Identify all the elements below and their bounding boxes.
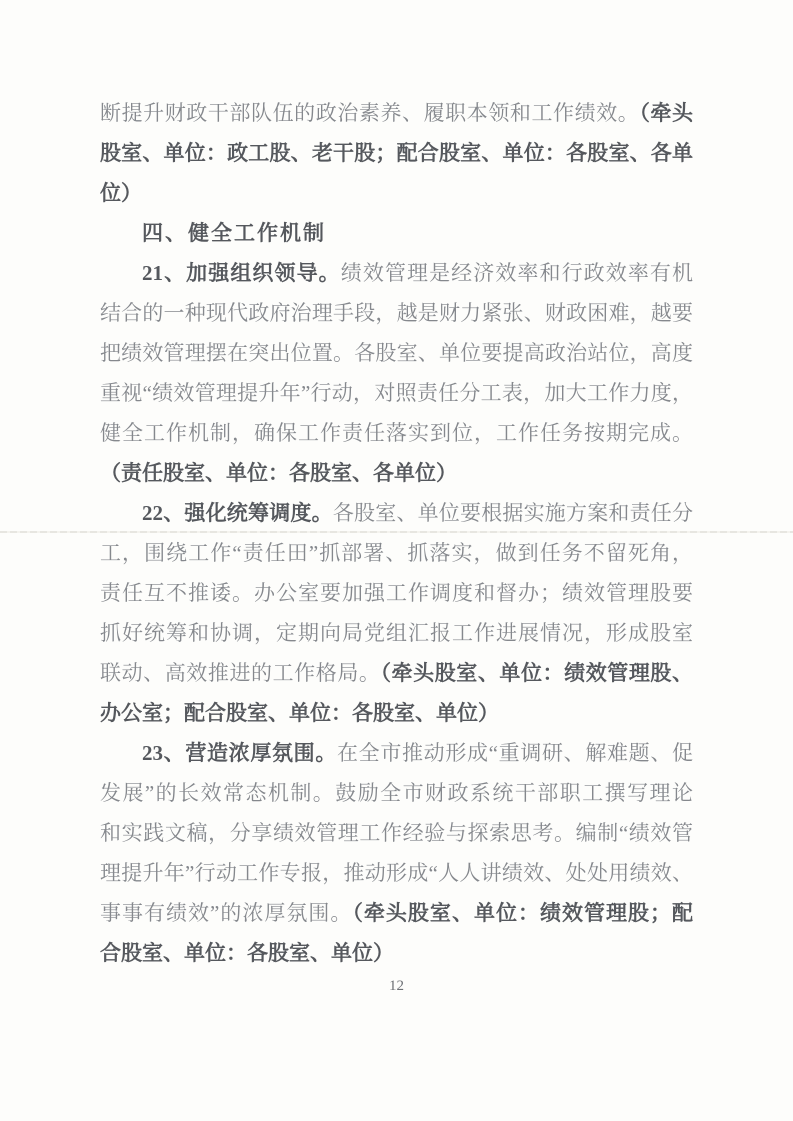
bold-text-segment: （牵头股室、单位：绩效管理股；配 (352, 901, 694, 925)
text-line (100, 333, 693, 373)
text-segment: 责任互不推诿。办公室要加强工作调度和督办；绩效管理股要 (100, 581, 693, 605)
bold-text-segment: 办公室；配合股室、单位：各股室、单位） (100, 701, 499, 725)
text-line (100, 373, 693, 413)
bold-text-segment: （牵头 (639, 101, 694, 125)
item-number-title: 23、营造浓厚氛围。 (142, 741, 338, 765)
text-line (100, 173, 693, 213)
text-line (100, 613, 693, 653)
text-segment: 工，围绕工作“责任田”抓部署、抓落实，做到任务不留死角， (100, 541, 693, 565)
text-segment: 重视“绩效管理提升年”行动，对照责任分工表，加大工作力度， (100, 381, 693, 405)
text-line (100, 853, 693, 893)
text-segment: 事事有绩效”的浓厚氛围。 (100, 901, 353, 925)
bold-text-segment: 合股室、单位：各股室、单位） (100, 941, 394, 965)
page-number: 12 (389, 978, 404, 994)
text-segment: 把绩效管理摆在突出位置。各股室、单位要提高政治站位，高度 (100, 341, 693, 365)
item-number-title: 22、强化统筹调度。 (142, 501, 333, 525)
text-line (100, 653, 693, 693)
text-line (100, 533, 693, 573)
text-line (100, 773, 693, 813)
text-line (100, 573, 693, 613)
item-number-title: 21、加强组织领导。 (142, 261, 341, 285)
text-segment: 抓好统筹和协调，定期向局党组汇报工作进展情况，形成股室 (100, 621, 693, 645)
text-segment: 理提升年”行动工作专报，推动形成“人人讲绩效、处处用绩效、 (100, 861, 693, 885)
text-segment: 发展”的长效常态机制。鼓励全市财政系统干部职工撰写理论 (100, 781, 693, 805)
bold-text-segment: （责任股室、单位：各股室、各单位） (100, 461, 457, 485)
text-line (100, 293, 693, 333)
paragraph-start-line (100, 733, 693, 773)
text-segment: 健全工作机制，确保工作责任落实到位，工作任务按期完成。 (100, 421, 693, 445)
text-segment: 各股室、单位要根据实施方案和责任分 (332, 501, 694, 525)
section-heading-text: 四、健全工作机制 (142, 221, 326, 245)
bold-text-segment: （牵头股室、单位：绩效管理股、 (380, 661, 694, 685)
text-segment: 和实践文稿，分享绩效管理工作经验与探索思考。编制“绩效管 (100, 821, 693, 845)
text-line (100, 413, 693, 453)
text-segment: 结合的一种现代政府治理手段，越是财力紧张、财政困难，越要 (100, 301, 693, 325)
text-segment: 绩效管理是经济效率和行政效率有机 (340, 261, 693, 285)
responsibility-note-line (100, 693, 693, 733)
responsibility-note-line (100, 453, 693, 493)
text-segment: 断提升财政干部队伍的政治素养、履职本领和工作绩效。 (100, 101, 640, 125)
text-segment: 在全市推动形成“重调研、解难题、促 (337, 741, 694, 765)
text-segment: 联动、高效推进的工作格局。 (100, 661, 381, 685)
bold-text-segment: 股室、单位：政工股、老干股；配合股室、单位：各股室、各单 (100, 141, 693, 165)
section-heading (100, 213, 693, 253)
paragraph-start-line (100, 253, 693, 293)
text-line (100, 93, 693, 133)
bold-text-segment: 位） (100, 181, 142, 205)
document-body (100, 93, 693, 973)
paragraph-start-line (100, 493, 693, 533)
text-line (100, 893, 693, 933)
responsibility-note-line (100, 933, 693, 973)
text-line (100, 813, 693, 853)
text-line (100, 133, 693, 173)
